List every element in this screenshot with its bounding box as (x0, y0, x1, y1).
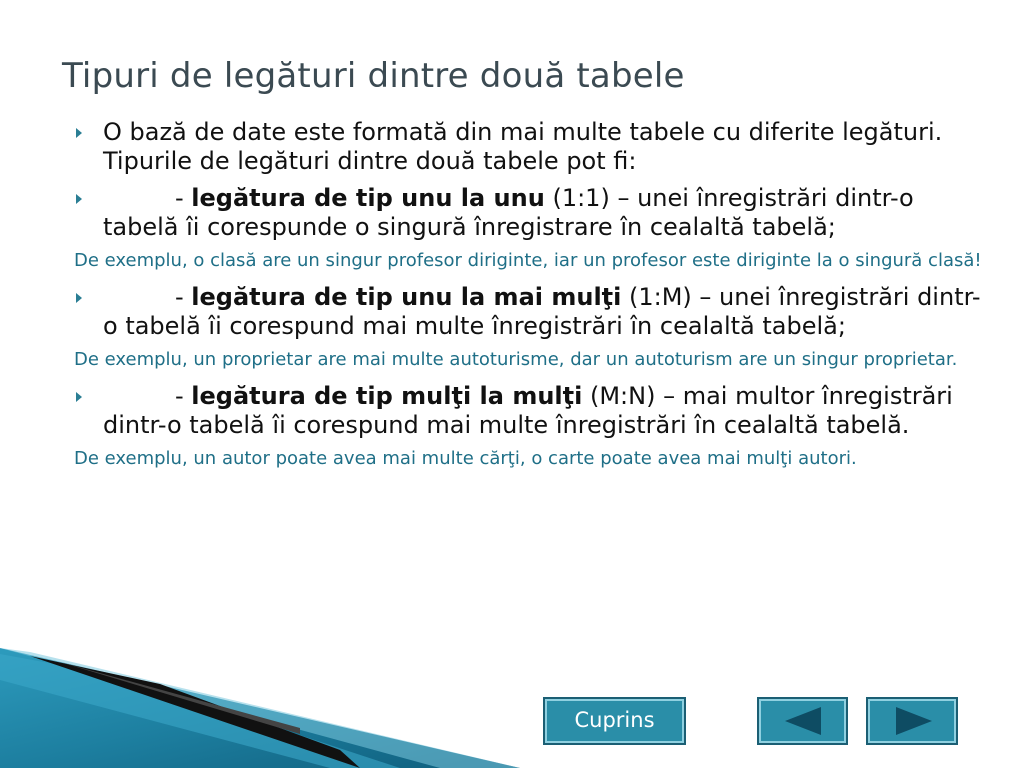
triangle-left-icon (785, 707, 821, 735)
intro-text: O bază de date este formată din mai multe tabele cu diferite legături. Tipurile de legături dintre două tabele pot fi: (103, 118, 943, 175)
example-one-to-many: De exemplu, un proprietar are mai multe autoturisme, dar un autoturism are un singur proprietar. (74, 349, 958, 370)
previous-slide-button[interactable] (757, 697, 848, 745)
corner-decoration (0, 600, 520, 768)
bullet-many-to-many (74, 382, 994, 440)
item-bold-term: legătura de tip unu la mai mulţi (191, 283, 622, 311)
item-prefix: - (175, 283, 192, 311)
slide-title: Tipuri de legături dintre două tabele (62, 56, 685, 96)
example-many-to-many: De exemplu, un autor poate avea mai multe cărţi, o carte poate avea mai mulţi autori. (74, 448, 857, 469)
slide-content (74, 118, 994, 481)
bullet-intro (74, 118, 994, 176)
next-slide-button[interactable] (866, 697, 958, 745)
item-bold-term: legătura de tip mulţi la mulţi (191, 382, 583, 410)
item-description: (M:N) – mai multor înregistrări dintr-o tabelă îi corespund mai multe înregistrări în cealaltă tabelă. (103, 382, 953, 439)
cuprins-button[interactable]: Cuprins (543, 697, 686, 745)
bullet-arrow-icon (76, 194, 82, 204)
example-one-to-one: De exemplu, o clasă are un singur profesor diriginte, iar un profesor este diriginte la o singură clasă! (74, 250, 982, 271)
triangle-right-icon (896, 707, 932, 735)
item-description: (1:1) – unei înregistrări dintr-o tabelă îi corespunde o singură înregistrare în cealaltă tabelă; (103, 184, 914, 241)
bullet-one-to-one (74, 184, 994, 242)
item-prefix: - (175, 382, 192, 410)
bullet-one-to-many (74, 283, 994, 341)
item-prefix: - (175, 184, 192, 212)
item-bold-term: legătura de tip unu la unu (191, 184, 545, 212)
item-description: (1:M) – unei înregistrări dintr-o tabelă îi corespund mai multe înregistrări în cealaltă tabelă; (103, 283, 981, 340)
bullet-arrow-icon (76, 392, 82, 402)
bullet-arrow-icon (76, 128, 82, 138)
bullet-arrow-icon (76, 293, 82, 303)
